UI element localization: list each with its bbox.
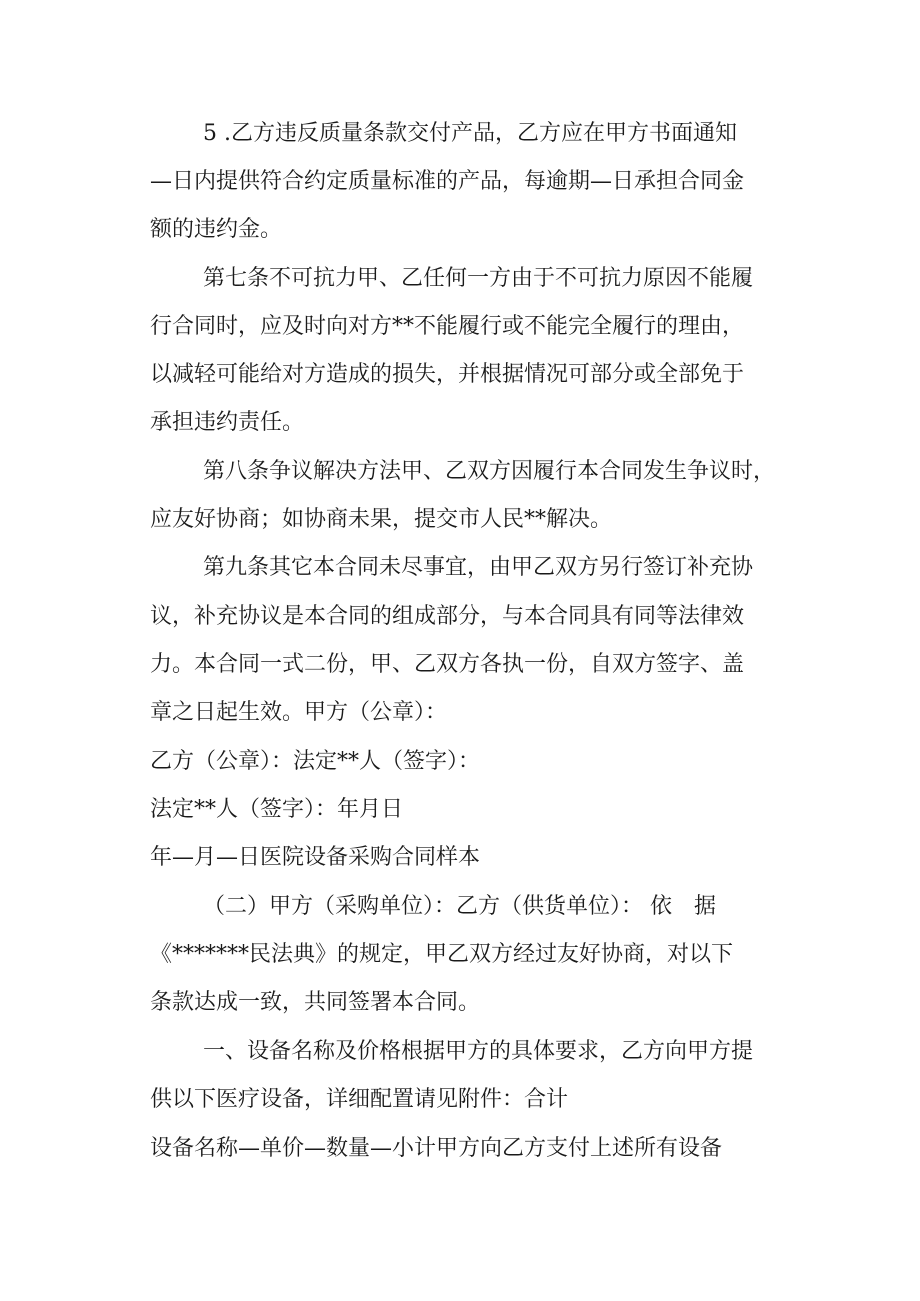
body-text-line: 力。本合同一式二份，甲、乙双方各执一份，自双方签字、盖 <box>150 652 745 677</box>
body-text-line: 第九条其它本合同未尽事宜，由甲乙双方另行签订补充协 <box>203 555 754 580</box>
body-text-line: 一、设备名称及价格根据甲方的具体要求，乙方向甲方提 <box>203 1039 754 1064</box>
body-text-line: 第八条争议解决方法甲、乙双方因履行本合同发生争议时， <box>203 459 776 484</box>
section-heading-line: 年—月—日医院设备采购合同样本 <box>150 845 481 870</box>
body-text-line: —日内提供符合约定质量标准的产品，每逾期—日承担合同金 <box>150 169 745 194</box>
body-text-line: 供以下医疗设备，详细配置请见附件：合计 <box>150 1087 569 1112</box>
body-text-line: 行合同时，应及时向对方**不能履行或不能完全履行的理由， <box>150 314 745 339</box>
body-text-line: 《*******民法典》的规定，甲乙双方经过友好协商，对以下 <box>150 942 734 967</box>
body-text-line: 承担违约责任。 <box>150 410 305 435</box>
body-text-line: 条款达成一致，共同签署本合同。 <box>150 990 481 1015</box>
body-text-line: 额的违约金。 <box>150 217 283 242</box>
body-text-line: 章之日起生效。甲方（公章）： <box>150 700 448 725</box>
body-text-line: （二）甲方（采购单位）：乙方（供货单位）： 依 据 <box>203 894 716 919</box>
body-text-line: 议，补充协议是本合同的组成部分，与本合同具有同等法律效 <box>150 604 745 629</box>
body-text-line: 设备名称—单价—数量—小计甲方向乙方支付上述所有设备 <box>150 1136 723 1161</box>
body-text-line: 第七条不可抗力甲、乙任何一方由于不可抗力原因不能履 <box>203 266 754 291</box>
body-text-line: 法定**人（签字）：年月日 <box>150 797 404 822</box>
body-text-line: 应友好协商；如协商未果，提交市人民**解决。 <box>150 507 613 532</box>
body-text-line: 以减轻可能给对方造成的损失，并根据情况可部分或全部免于 <box>150 362 745 387</box>
body-text-line: 5 .乙方违反质量条款交付产品，乙方应在甲方书面通知 <box>203 121 737 146</box>
body-text-line: 乙方（公章）：法定**人（签字）： <box>150 749 481 774</box>
